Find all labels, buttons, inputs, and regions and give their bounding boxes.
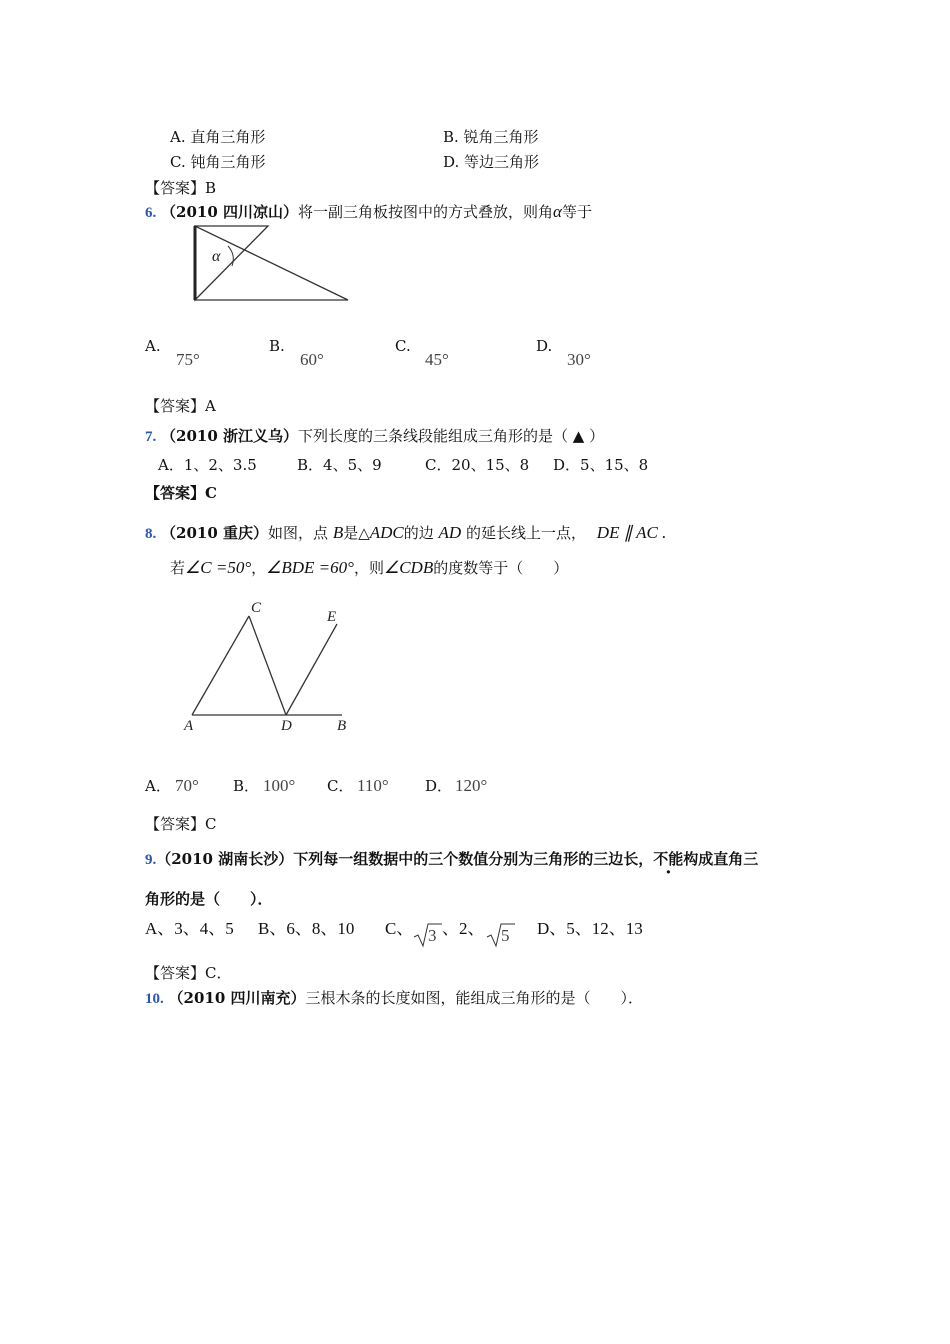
q8-figure-label-b: B <box>337 718 347 734</box>
q6-figure-alpha-label: α <box>212 248 221 265</box>
q6-option-a-value: 75° <box>176 350 200 369</box>
q8-segment-ad: AD <box>438 523 462 542</box>
q8-triangle-adc: ADC <box>369 523 404 542</box>
q6-question <box>145 201 592 222</box>
q6-option-d-label: D. <box>536 337 553 355</box>
q6-option-c-label: C. <box>395 337 411 355</box>
q8-figure-triangle <box>180 596 370 741</box>
q9-question-line1 <box>145 848 758 869</box>
q9-option-a: A、3、4、5 <box>145 919 234 938</box>
q8-number: 8. <box>145 526 157 542</box>
q7-number: 7. <box>145 429 157 445</box>
q6-option-a-label: A. <box>145 337 161 355</box>
q6-number: 6. <box>145 205 157 221</box>
q8-option-b-label: B． <box>233 777 260 795</box>
q8-text-1d: 的延长线上一点， <box>466 524 587 542</box>
q9-option-c-mid: 、2、 <box>442 919 485 938</box>
q8-figure-label-c: C <box>251 600 262 616</box>
q8-option-a-label: A． <box>145 777 171 795</box>
q8-text-2b: ，则 <box>353 559 384 577</box>
q8-point-b: B <box>332 523 344 542</box>
q8-angle-c: ∠C =50° <box>185 558 252 577</box>
q6-figure-set-squares <box>190 222 355 307</box>
q8-text-1c: 的边 <box>403 524 434 542</box>
q8-text-1b: 是△ <box>343 524 370 542</box>
q9-option-d: D、5、12、13 <box>537 919 643 938</box>
q9-text-b: 构成直角三 <box>683 850 759 868</box>
q7-text: 下列长度的三条线段能组成三角形的是（ ▲ ） <box>298 427 605 445</box>
q8-option-c-label: C． <box>327 777 354 795</box>
q7-option-c: C．20、15、8 <box>425 456 530 474</box>
q8-question-line2 <box>170 557 568 578</box>
q10-source: （2010 四川南充） <box>168 989 306 1007</box>
q9-option-c-label: C、 <box>385 919 414 938</box>
q8-text-2a: 若 <box>170 559 186 577</box>
q7-source: （2010 浙江义乌） <box>161 427 299 445</box>
q6-option-b-value: 60° <box>300 350 324 369</box>
q6-option-b-label: B. <box>269 337 285 355</box>
q9-number: 9. <box>145 852 157 868</box>
q6-answer: 【答案】A <box>145 397 216 415</box>
q8-option-b-value: 100° <box>263 776 296 795</box>
q6-option-c-value: 45° <box>425 350 449 369</box>
q6-text-tail: 等于 <box>561 203 592 221</box>
q5-option-c: C. 钝角三角形 <box>170 153 266 171</box>
q9-option-c-sqrt1: 3 <box>428 926 437 945</box>
q8-comma: ， <box>251 559 267 577</box>
q8-option-a-value: 70° <box>175 776 199 795</box>
q7-option-b: B．4、5、9 <box>297 456 382 474</box>
q7-option-d: D．5、15、8 <box>553 456 649 474</box>
q9-option-b: B、6、8、10 <box>258 919 355 938</box>
q8-angle-bde: ∠BDE =60° <box>266 558 354 577</box>
q10-number: 10. <box>145 991 164 1007</box>
q7-option-a: A．1、2、3.5 <box>158 456 257 474</box>
q9-text-a: 下列每一组数据中的三个数值分别为三角形的三边长， <box>293 850 654 868</box>
q5-option-a: A. 直角三角形 <box>170 128 266 146</box>
q6-source: （2010 四川凉山） <box>161 203 299 221</box>
q8-text-1a: 如图，点 <box>268 524 329 542</box>
q5-option-b: B. 锐角三角形 <box>443 128 539 146</box>
q8-answer: 【答案】C <box>145 815 217 833</box>
q9-source: （2010 湖南长沙） <box>156 850 294 868</box>
q6-option-d-value: 30° <box>567 350 591 369</box>
q5-option-d: D. 等边三角形 <box>443 153 540 171</box>
q8-source: （2010 重庆） <box>161 524 269 542</box>
q9-answer: 【答案】C． <box>145 964 232 982</box>
q9-option-c-sqrt2: 5 <box>501 926 510 945</box>
q10-text: 三根木条的长度如图，能组成三角形的是（ ）． <box>305 989 644 1007</box>
q8-option-d-value: 120° <box>455 776 488 795</box>
q10-question <box>145 987 643 1008</box>
q9-text-emphasis: 不能 <box>653 850 684 868</box>
q5-answer: 【答案】B <box>145 179 217 197</box>
q8-text-2c: 的度数等于（ ） <box>433 559 569 577</box>
q7-answer: 【答案】C <box>145 484 217 502</box>
q8-question-line1 <box>145 522 666 543</box>
q8-option-c-value: 110° <box>357 776 389 795</box>
q8-parallel: DE ∥ AC . <box>596 523 667 542</box>
q7-question <box>145 425 604 446</box>
q8-figure-label-a: A <box>184 718 194 734</box>
q8-figure-label-e: E <box>327 609 337 625</box>
q8-figure-label-d: D <box>281 718 292 734</box>
q6-text: 将一副三角板按图中的方式叠放，则角 <box>298 203 554 221</box>
q8-option-d-label: D． <box>425 777 453 795</box>
q8-angle-cdb: ∠CDB <box>383 558 434 577</box>
q9-question-line2: 角形的是（ ）． <box>145 890 273 908</box>
q6-alpha: α <box>553 202 562 221</box>
